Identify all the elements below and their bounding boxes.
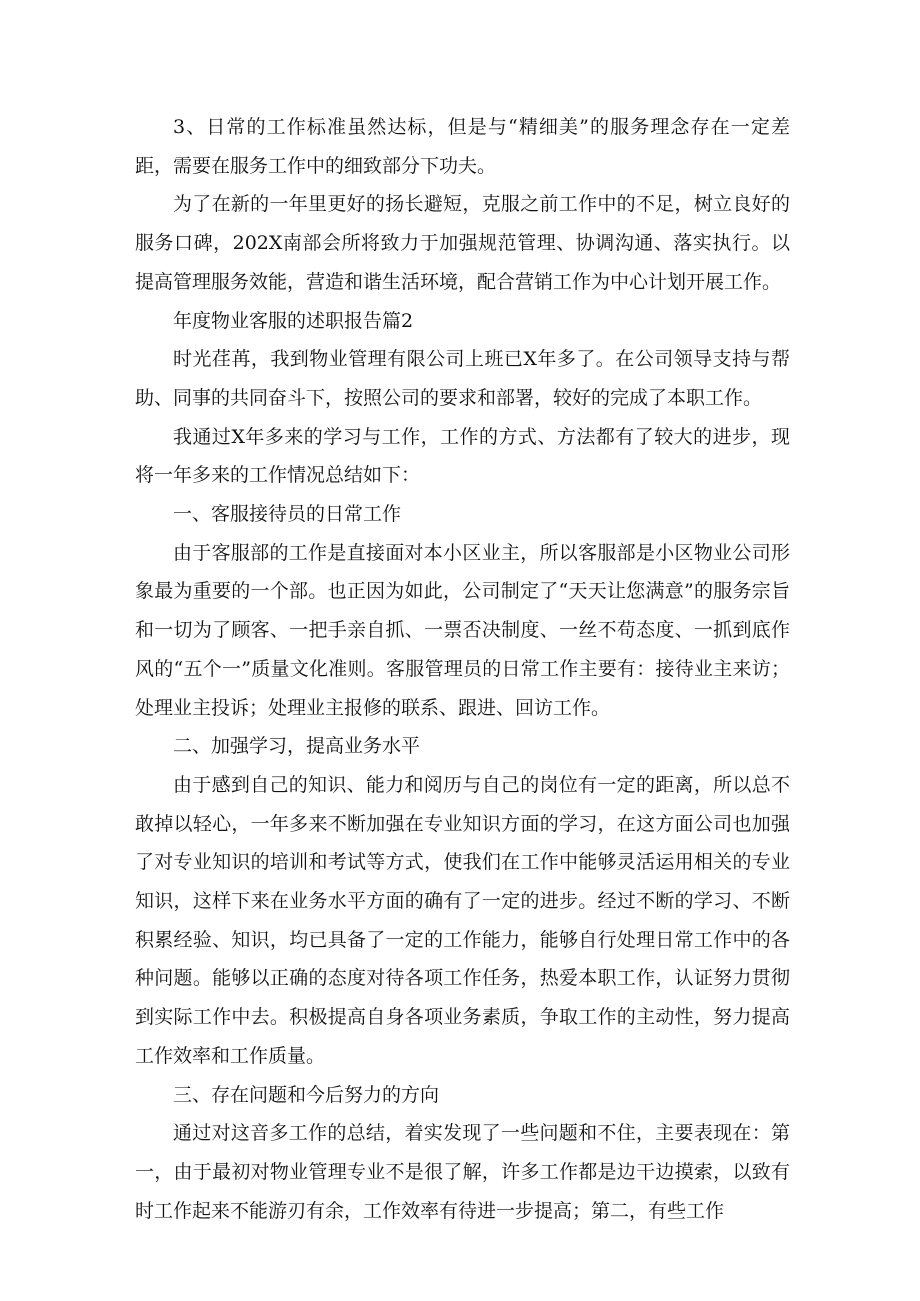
paragraph-new-year-plan: 为了在新的一年里更好的扬长避短，克服之前工作中的不足，树立良好的服务口碑，202X南部会所将致力于加强规范管理、协调沟通、落实执行。以提高管理服务效能，营造和谐生活环境，配合营销工作为中心计划开展工作。 bbox=[135, 193, 790, 293]
section-title-report-2: 年度物业客服的述职报告篇2 bbox=[173, 309, 414, 332]
heading-problems: 三、存在问题和今后努力的方向 bbox=[173, 1083, 440, 1106]
paragraph-learning: 由于感到自己的知识、能力和阅历与自己的岗位有一定的距离，所以总不敢掉以轻心，一年多来不断加强在专业知识方面的学习，在这方面公司也加强了对专业知识的培训和考试等方式，使我们在工作中能够灵活运用相关的专业知识，这样下来在业务水平方面的确有了一定的进步。经过不断的学习、不断积累经验、知识，均已具备了一定的工作能力，能够自行处理日常工作中的各种问题。能够以正确的态度对待各项工作任务，热爱本职工作，认证努力贯彻到实际工作中去。积极提高自身各项业务素质，争取工作的主动性，努力提高工作效率和工作质量。 bbox=[135, 773, 790, 1067]
paragraph-intro: 时光荏苒，我到物业管理有限公司上班已X年多了。在公司领导支持与帮助、同事的共同奋斗下，按照公司的要求和部署，较好的完成了本职工作。 bbox=[135, 348, 790, 409]
heading-daily-work: 一、客服接待员的日常工作 bbox=[173, 503, 402, 526]
paragraph-summary-lead: 我通过X年多来的学习与工作，工作的方式、方法都有了较大的进步，现将一年多来的工作情况总结如下： bbox=[135, 425, 790, 487]
document-page bbox=[135, 108, 790, 1230]
paragraph-problems: 通过对这音多工作的总结，着实发现了一些问题和不住，主要表现在：第一，由于最初对物业管理专业不是很了解，许多工作都是边干边摸索，以致有时工作起来不能游刃有余，工作效率有待进一步提高；第二，有些工作 bbox=[135, 1122, 790, 1222]
heading-learning: 二、加强学习，提高业务水平 bbox=[173, 735, 421, 758]
paragraph-item-3-standards: 3、日常的工作标准虽然达标，但是与“精细美”的服务理念存在一定差距，需要在服务工作中的细致部分下功夫。 bbox=[135, 116, 790, 177]
paragraph-daily-work: 由于客服部的工作是直接面对本小区业主，所以客服部是小区物业公司形象最为重要的一个部。也正因为如此，公司制定了“天天让您满意”的服务宗旨和一切为了顾客、一把手亲自抓、一票否决制度、一丝不苟态度、一抓到底作风的“五个一”质量文化准则。客服管理员的日常工作主要有：接待业主来访；处理业主投诉；处理业主报修的联系、跟进、回访工作。 bbox=[135, 541, 790, 719]
